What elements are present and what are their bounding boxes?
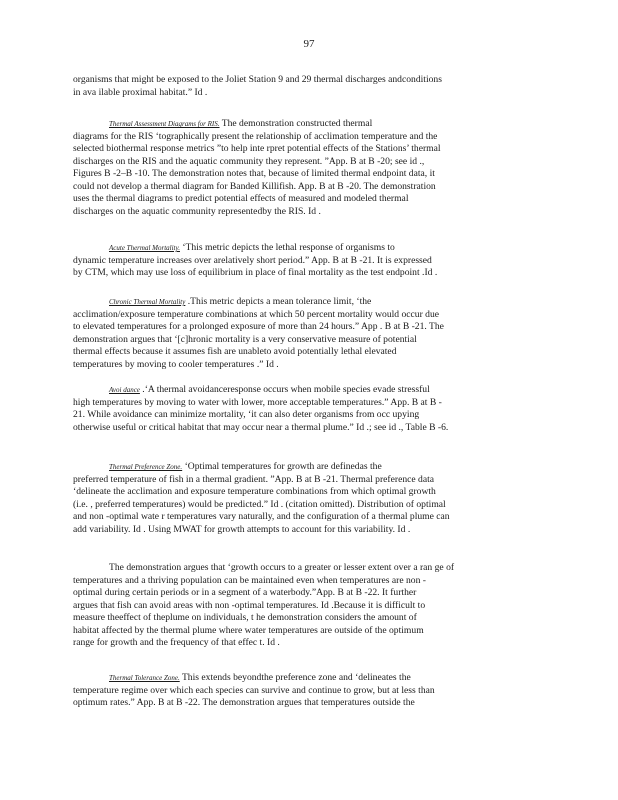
paragraph	[73, 672, 538, 710]
section-heading: Avoi dance	[109, 386, 140, 394]
line-text: could not develop a thermal diagram for Banded Killifish. App. B at B -20. The demonstration	[73, 180, 436, 192]
text-line	[73, 242, 538, 255]
paragraph	[73, 296, 538, 371]
line-text: (i.e. , preferred temperatures) would be predicted.” Id . (citation omitted). Distribution of optimal	[73, 498, 446, 510]
section-heading: Thermal Preference Zone.	[109, 463, 183, 471]
line-text: temperature regime over which each species can survive and continue to grow, but at less than	[73, 684, 435, 696]
paragraph	[73, 562, 538, 650]
text-line	[73, 672, 538, 685]
paragraph	[73, 384, 538, 434]
text-line	[73, 255, 538, 268]
line-text: high temperatures by moving to water with lower, more acceptable temperatures.” App. B at B -	[73, 396, 442, 408]
line-text: temperatures by moving to cooler temperatures .” Id .	[73, 358, 279, 370]
text-line	[73, 397, 538, 410]
text-line	[73, 206, 538, 219]
line-text: by CTM, which may use loss of equilibrium in place of final mortality as the test endpoint .Id .	[73, 267, 438, 278]
text-line	[73, 334, 538, 347]
text-line	[73, 193, 538, 206]
text-line	[73, 511, 538, 524]
line-text: ‘delineate the acclimation and exposure temperature combinations from which optimal growth	[73, 486, 436, 497]
text-line	[73, 486, 538, 499]
text-line	[73, 474, 538, 487]
line-text: discharges on the RIS and the aquatic community they represent. ”App. B at B -20; see id .,	[73, 155, 425, 167]
line-text: discharges on the aquatic community representedby the RIS. Id .	[73, 205, 321, 217]
text-line	[73, 697, 538, 710]
text-line	[73, 168, 538, 181]
line-text: temperatures and a thriving population can be maintained even when temperatures are non -	[73, 574, 426, 586]
text-line	[73, 143, 538, 156]
text-line	[73, 131, 538, 144]
line-text: acclimation/exposure temperature combinations at which 50 percent mortality would occur due	[73, 308, 440, 320]
text-line	[73, 625, 538, 638]
page-number: 97	[303, 38, 315, 50]
text-line	[73, 181, 538, 194]
line-text: in ava ilable proximal habitat.” Id .	[73, 86, 208, 98]
line-text: .This metric depicts a mean tolerance limit, ‘the	[185, 296, 372, 307]
text-line	[73, 321, 538, 334]
line-text: argues that fish can avoid areas with non -optimal temperatures. Id .Because it is difficult to	[73, 599, 426, 611]
line-text: ‘Optimal temperatures for growth are definedas the	[182, 461, 382, 472]
line-text: add variability. Id . Using MWAT for growth attempts to account for this variability. Id .	[73, 523, 411, 535]
text-line	[73, 461, 538, 474]
text-line	[73, 346, 538, 359]
text-line	[73, 409, 538, 422]
section-heading: Chronic Thermal Mortality	[109, 298, 186, 306]
text-line	[73, 267, 538, 280]
section-heading: Thermal Tolerance Zone.	[109, 674, 180, 682]
line-text: Figures B -2–B -10. The demonstration notes that, because of limited thermal endpoint data, it	[73, 168, 435, 179]
line-text: The demonstration argues that ‘growth occurs to a greater or lesser extent over a ran ge of	[109, 562, 455, 573]
text-line	[73, 499, 538, 512]
line-text: preferred temperature of fish in a thermal gradient. ”App. B at B -21. Thermal preference data	[73, 473, 435, 485]
paragraph	[73, 74, 538, 99]
text-line	[73, 87, 538, 100]
line-text: habitat affected by the thermal plume where water temperatures are outside of the optimum	[73, 624, 424, 636]
line-text: otherwise useful or critical habitat that may occur near a thermal plume.” Id .; see id ., Table B -6.	[73, 421, 449, 433]
line-text: measure theeffect of theplume on individuals, t he demonstration considers the amount of	[73, 612, 417, 623]
line-text: demonstration argues that ‘[c]hronic mortality is a very conservative measure of potential	[73, 333, 417, 345]
line-text: 21. While avoidance can minimize mortality, ‘it can also deter organisms from occ upying	[73, 409, 420, 420]
text-line	[73, 612, 538, 625]
line-text: ‘This metric depicts the lethal response of organisms to	[179, 242, 395, 253]
text-line	[73, 118, 538, 131]
text-line	[73, 309, 538, 322]
line-text: selected biothermal response metrics ”to help inte rpret potential effects of the Stations’ thermal	[73, 143, 441, 154]
section-heading: Acute Thermal Mortality.	[109, 244, 180, 252]
paragraph	[73, 461, 538, 536]
text-line	[73, 685, 538, 698]
line-text: .‘A thermal avoidanceresponse occurs when mobile species evade stressful	[139, 384, 430, 395]
line-text: The demonstration constructed thermal	[219, 118, 373, 129]
line-text: dynamic temperature increases over arelatively short period.” App. B at B -21. It is expressed	[73, 254, 432, 266]
text-line	[73, 637, 538, 650]
line-text: organisms that might be exposed to the Joliet Station 9 and 29 thermal discharges andconditions	[73, 74, 442, 85]
text-line	[73, 524, 538, 537]
text-line	[73, 422, 538, 435]
line-text: diagrams for the RIS ‘tographically present the relationship of acclimation temperature and the	[73, 130, 438, 142]
line-text: thermal effects because it assumes fish are unableto avoid potentially lethal elevated	[73, 346, 397, 357]
text-line	[73, 575, 538, 588]
text-line	[73, 296, 538, 309]
line-text: uses the thermal diagrams to predict potential effects of measured and modeled thermal	[73, 193, 409, 204]
paragraph	[73, 118, 538, 218]
line-text: optimal during certain periods or in a segment of a waterbody.”App. B at B -22. It further	[73, 587, 417, 598]
text-line	[73, 562, 538, 575]
section-heading: Thermal Assessment Diagrams for RIS.	[109, 120, 220, 128]
line-text: This extends beyondthe preference zone and ‘delineates the	[179, 672, 411, 683]
line-text: and non -optimal wate r temperatures vary naturally, and the configuration of a thermal plume can	[73, 511, 450, 522]
text-line	[73, 74, 538, 87]
text-line	[73, 600, 538, 613]
text-line	[73, 359, 538, 372]
line-text: optimum rates.” App. B at B -22. The demonstration argues that temperatures outside the	[73, 697, 415, 708]
text-line	[73, 587, 538, 600]
line-text: to elevated temperatures for a prolonged exposure of more than 24 hours.” App . B at B -21. The	[73, 321, 444, 332]
text-line	[73, 384, 538, 397]
paragraph	[73, 242, 538, 280]
text-line	[73, 156, 538, 169]
line-text: range for growth and the frequency of that effec t. Id .	[73, 637, 280, 648]
